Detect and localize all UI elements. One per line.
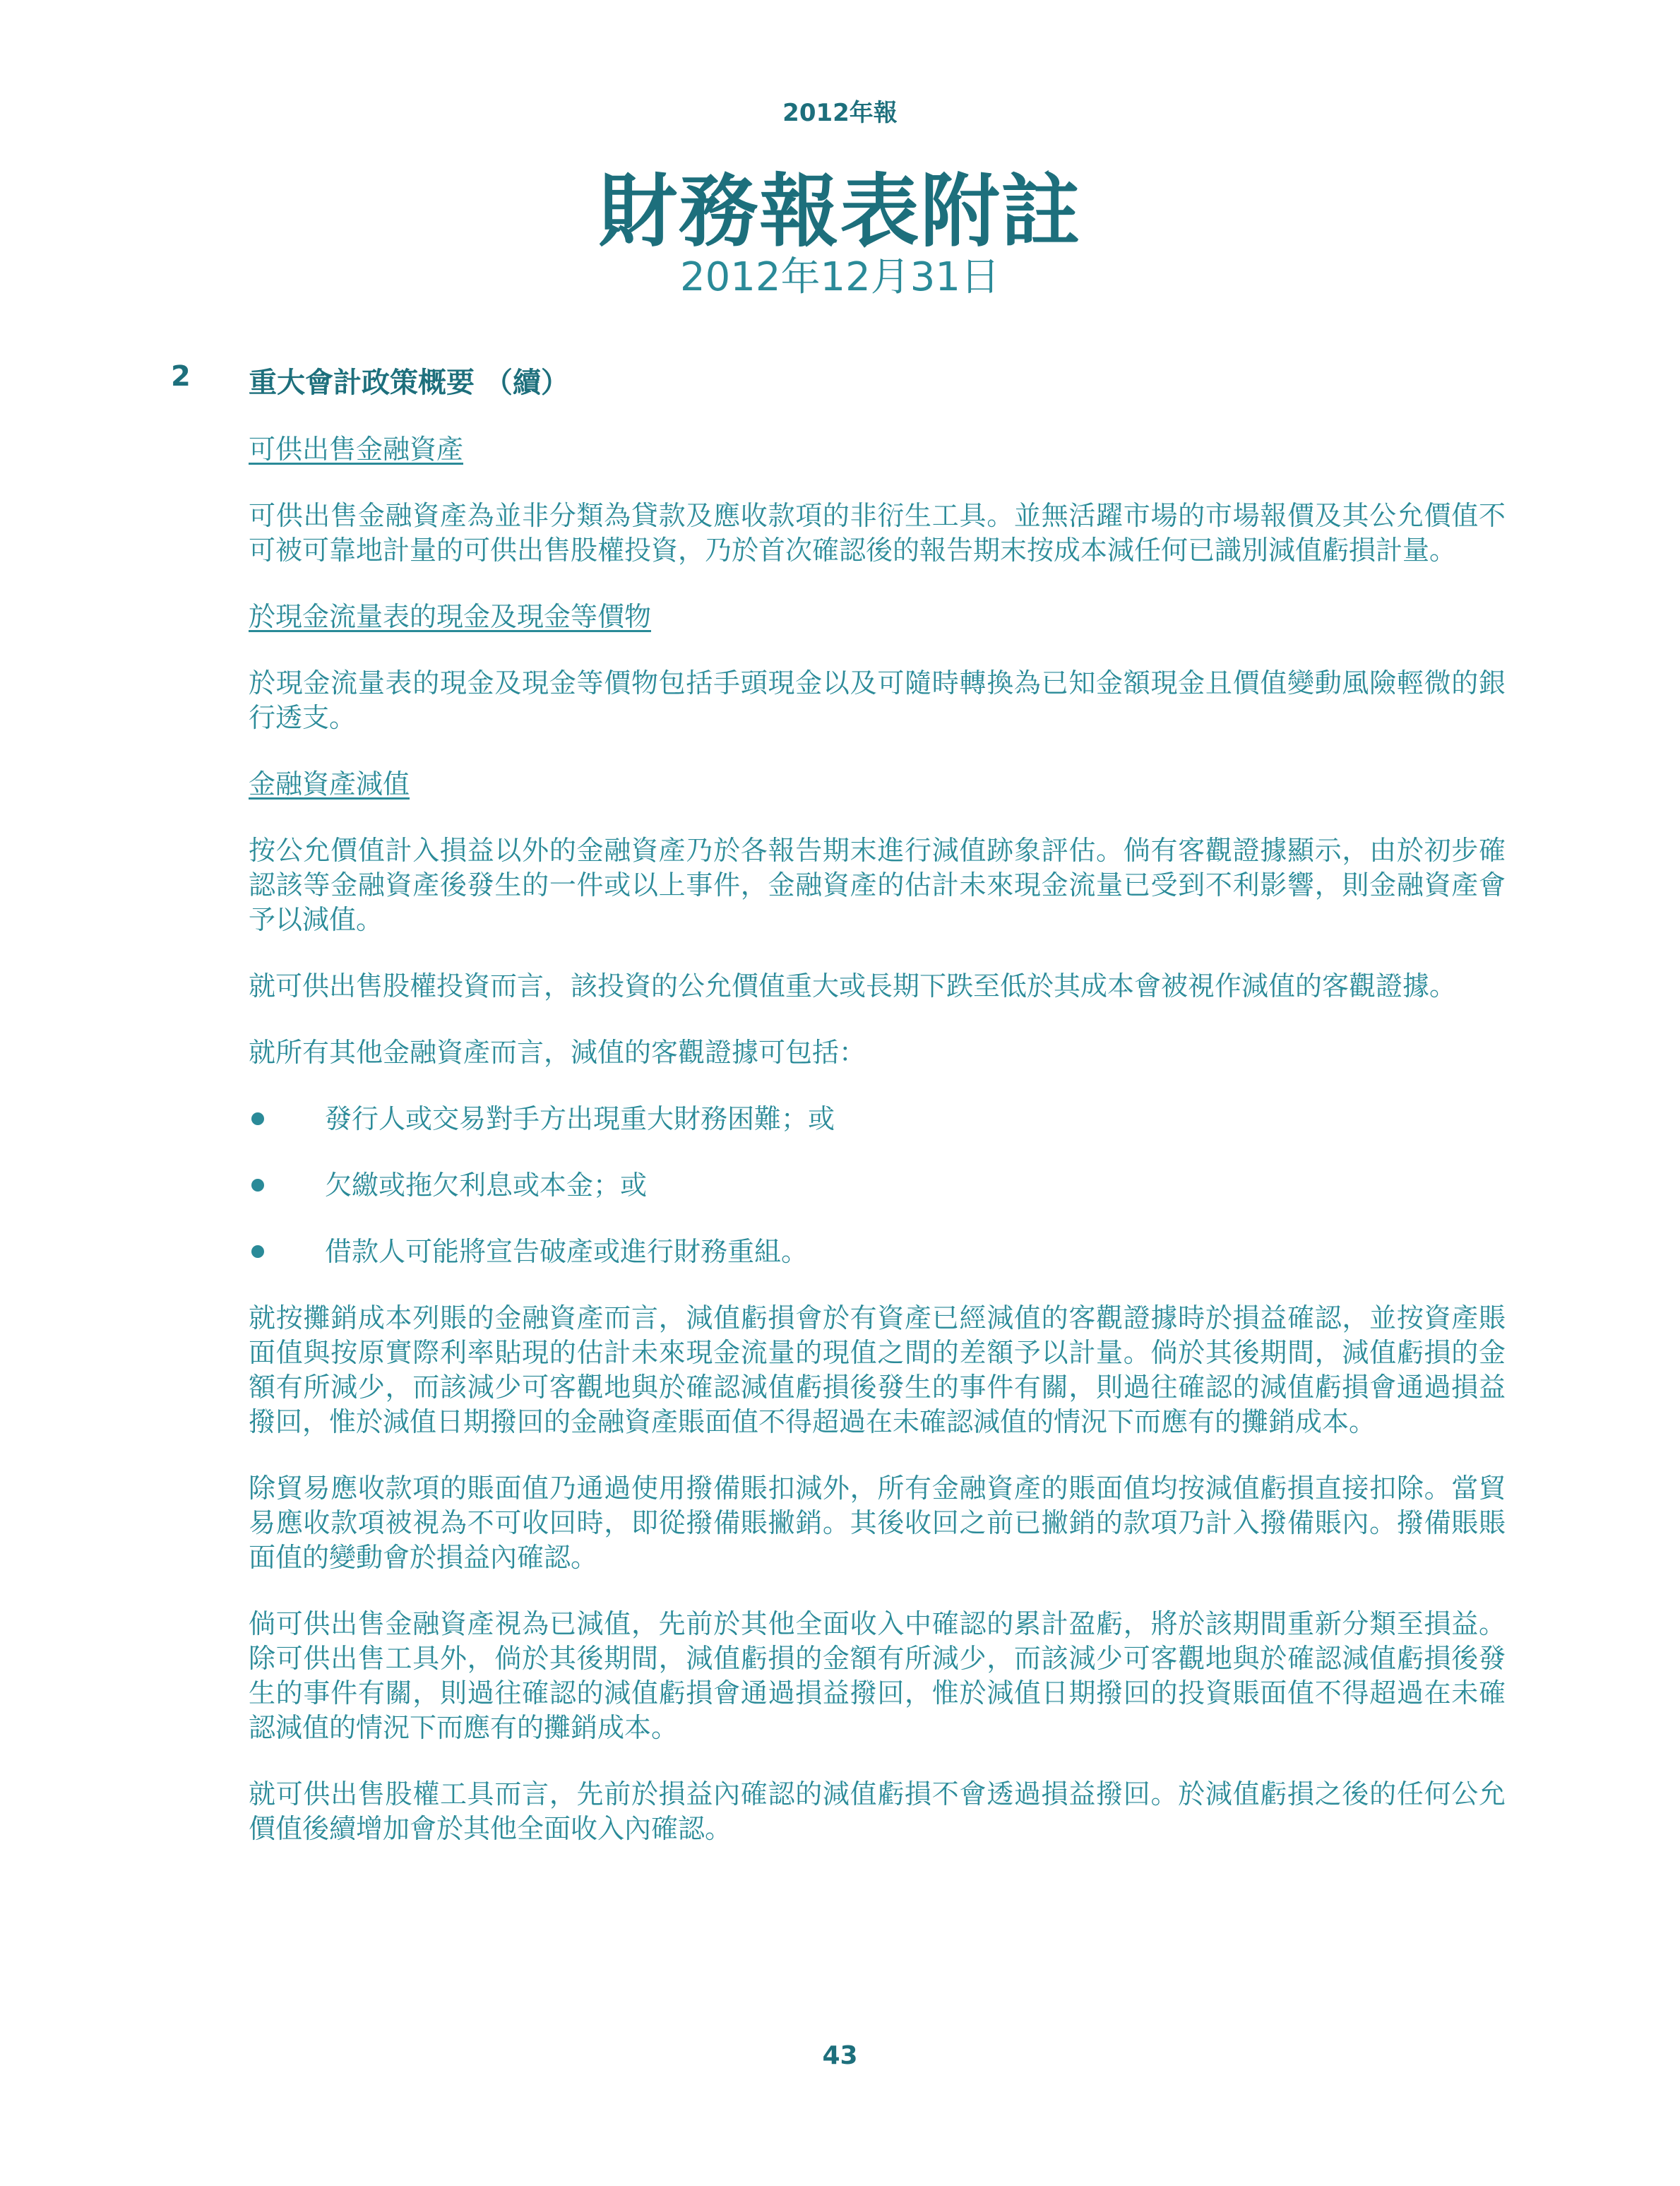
bullet-icon bbox=[251, 1112, 264, 1125]
subheading-afs-assets: 可供出售金融資產 bbox=[249, 434, 464, 465]
page-title: 財務報表附註 bbox=[598, 166, 1082, 258]
paragraph-impairment-2: 就可供出售股權投資而言，該投資的公允價值重大或長期下跌至低於其成本會被視作減值的客觀證據。 bbox=[249, 970, 1457, 1002]
section-number: 2 bbox=[171, 360, 191, 393]
page-number: 43 bbox=[822, 2041, 858, 2070]
bullet-icon bbox=[251, 1179, 264, 1192]
paragraph-afs-assets: 可供出售金融資產為並非分類為貸款及應收款項的非衍生工具。並無活躍市場的市場報價及其公允價值不可被可靠地計量的可供出售股權投資，乃於首次確認後的報告期末按成本減任何已識別減值虧損計量。 bbox=[249, 500, 1506, 566]
list-item bbox=[249, 1168, 1506, 1203]
paragraph-impairment-7: 就可供出售股權工具而言，先前於損益內確認的減值虧損不會透過損益撥回。於減值虧損之後的任何公允價值後續增加會於其他全面收入內確認。 bbox=[249, 1778, 1506, 1844]
subheading-impairment: 金融資產減值 bbox=[249, 768, 410, 800]
bullet-icon bbox=[251, 1245, 264, 1258]
report-year: 2012年報 bbox=[782, 99, 898, 127]
page-date: 2012年12月31日 bbox=[679, 254, 1001, 300]
section-title: 重大會計政策概要 （續） bbox=[249, 367, 569, 399]
paragraph-impairment-1: 按公允價值計入損益以外的金融資產乃於各報告期末進行減值跡象評估。倘有客觀證據顯示，由於初步確認該等金融資產後發生的一件或以上事件，金融資產的估計未來現金流量已受到不利影響，則金融資產會予以減值。 bbox=[249, 835, 1506, 935]
paragraph-impairment-6: 倘可供出售金融資產視為已減值，先前於其他全面收入中確認的累計盈虧，將於該期間重新分類至損益。除可供出售工具外，倘於其後期間，減值虧損的金額有所減少，而該減少可客觀地與於確認減值虧損後發生的事件有關，則過往確認的減值虧損會通過損益撥回，惟於減值日期撥回的投資賬面值不得超過在未確認減值的情況下而應有的攤銷成本。 bbox=[249, 1608, 1506, 1743]
paragraph-impairment-4: 就按攤銷成本列賬的金融資產而言，減值虧損會於有資產已經減值的客觀證據時於損益確認，並按資產賬面值與按原實際利率貼現的估計未來現金流量的現值之間的差額予以計量。倘於其後期間，減值虧損的金額有所減少，而該減少可客觀地與於確認減值虧損後發生的事件有關，則過往確認的減值虧損會通過損益撥回，惟於減值日期撥回的金融資產賬面值不得超過在未確認減值的情況下而應有的攤銷成本。 bbox=[249, 1302, 1506, 1437]
paragraph-impairment-3: 就所有其他金融資產而言，減值的客觀證據可包括： bbox=[249, 1037, 866, 1068]
subheading-cash-equivalents: 於現金流量表的現金及現金等價物 bbox=[249, 601, 652, 632]
impairment-evidence-list bbox=[249, 1102, 1506, 1269]
list-item bbox=[249, 1102, 1506, 1136]
paragraph-impairment-5: 除貿易應收款項的賬面值乃通過使用撥備賬扣減外，所有金融資產的賬面值均按減值虧損直接扣除。當貿易應收款項被視為不可收回時，即從撥備賬撇銷。其後收回之前已撇銷的款項乃計入撥備賬內。撥備賬賬面值的變動會於損益內確認。 bbox=[249, 1473, 1506, 1573]
list-item-text: 發行人或交易對手方出現重大財務困難；或 bbox=[325, 1103, 835, 1134]
notes-content bbox=[249, 432, 1506, 1878]
list-item-text: 欠繳或拖欠利息或本金；或 bbox=[325, 1170, 648, 1201]
list-item bbox=[249, 1235, 1506, 1269]
paragraph-cash-equivalents: 於現金流量表的現金及現金等價物包括手頭現金以及可隨時轉換為已知金額現金且價值變動風險輕微的銀行透支。 bbox=[249, 667, 1506, 733]
list-item-text: 借款人可能將宣告破產或進行財務重組。 bbox=[325, 1236, 809, 1267]
